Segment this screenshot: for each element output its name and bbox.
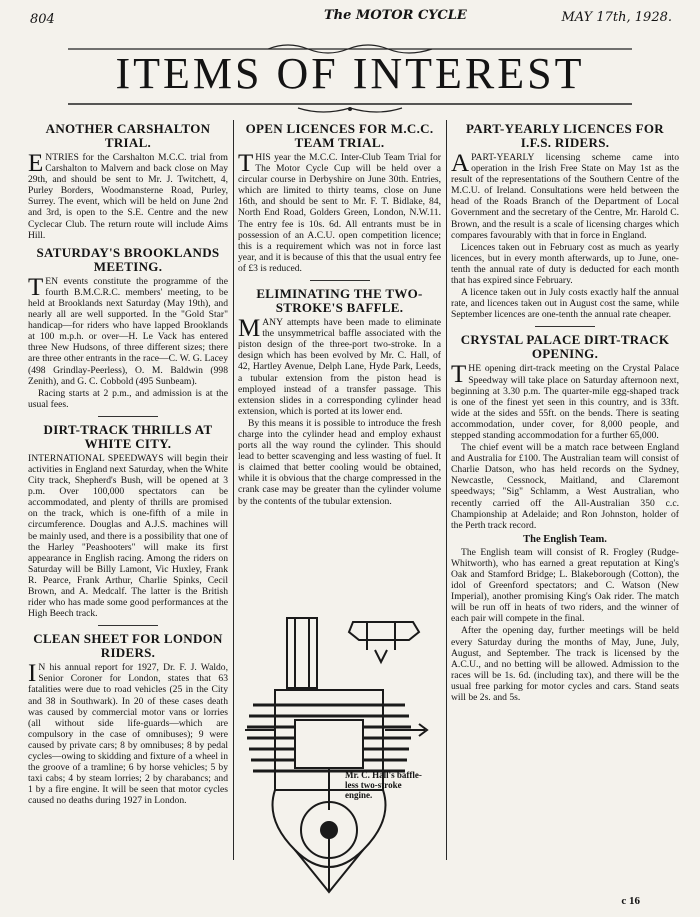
drop-cap: E [28,150,44,177]
article-white-city [28,423,228,619]
page-title: ITEMS OF INTEREST [115,49,585,98]
section-rule [310,280,370,281]
drop-cap: T [238,150,254,177]
drop-cap: A [451,150,470,177]
figure-caption: Mr. C. Hall's baffle-less two-stroke engine. [345,770,422,800]
article-london [28,632,228,806]
section-rule [98,416,158,417]
article-body: THE opening dirt-track meeting on the Crystal Palace Speedway will take place on Saturday afternoon next, beginning at 3.30 p.m. The quarter-mile egg-shaped track is one of the finest yet seen in this country, and is 33ft. wide at the sides and 55ft. on the bends. There is seating accommodation, under cover, for 8,000 people, and stepped standing accommodation for a further 65,000. [451,361,679,441]
article-body: A licence taken out in July costs exactly half the annual rate, and licences taken out in August cost the same, while September licences are one-tenth the annual rate cheaper. [451,287,679,321]
article-body: I N his annual report for 1927, Dr. F. J. Waldo, Senior Coroner for London, states that 63 fatalities were due to road vehicles (25 in the City and 38 in Southwark). In 20 of these cases death was caused by commercial motor vans or lorries (all without side life-guards—which are compulsory in the case of omnibuses); 9 were caused by private cars; 8 by omnibuses; 8 by pedal cycles—owing to skidding and fixture of a wheel in the groove of a tramline; 6 by horse vehicles; 5 by taxi cabs; 4 by steam lorries; 2 by charabancs; and 1 by a fire engine. It will be seen that motor cycles caused no deaths during 1927 in London. [28,660,228,807]
article-body: TEN events constitute the programme of the fourth B.M.C.R.C. members' meeting, to be held at Brooklands next Saturday (May 19th), and nearly all are well supported. In the "Gold Star" handicap—for riders who have lapped Brooklands at 100 m.p.h. or over—H. Le Vack has entered three New Hudsons, of three different sizes; there are three other entrants in the race—C. W. G. Lacey (498 Grindlay-Peerless), O. M. Baldwin (998 Zenith), and G. C. Cobbold (495 Sunbeam). [28,273,228,387]
drop-cap: M [238,315,261,343]
article-heading: ELIMINATING THE TWO-STROKE'S BAFFLE. [256,286,423,316]
issue-date: MAY 17th, 1928. [561,10,672,25]
article-baffle [238,287,441,507]
article-heading: PART-YEARLY LICENCES FOR I.F.S. RIDERS. [466,121,664,150]
article-body: The chief event will be a match race between England and Australia for £100. The Australian team will consist of Charlie Datson, who has held records on the Sydney, Newcastle, Cessnock, Maitland, and Claremont speedways; "Sig" Schlamm, a West Australian, who recently carried off the All-Australian 350 c.c. Championship at Adelaide; and Ron Johnston, holder of the Perth track record. [451,442,679,531]
page-code: c 16 [621,895,640,907]
article-heading: ANOTHER CARSHALTON TRIAL. [45,121,211,150]
article-body: ENTRIES for the Carshalton M.C.C. trial from Carshalton to Malvern and back close on May 29th, and should be sent to Mr. J. Twitchett, 4, Purley Borders, Woodmansterne Road, Purley, Surrey. The event, which will be held on June 2nd and 3rd, is open to the S.E. Centre and the new Cyclecar Club. The return route will include Aims Hill. [28,150,228,241]
article-body: THIS year the M.C.C. Inter-Club Team Trial for The Motor Cycle Cup will be held over a circular course in Derbyshire on June 30th. Entries, which are limited to thirty teams, close on June 16th, and should be sent to Mr. F. T. Bidlake, 84, North End Road, Golders Green, London, N.W.11. The entry fee is 10s. 6d. All entrants must be in possession of an A.C.U. open competition licence; this is a requirement which was not in force last year, and it is because of this that the usual entry fee of £3 is reduced. [238,150,441,274]
article-body: Racing starts at 2 p.m., and admission is at the usual fees. [28,387,228,410]
article-heading: DIRT-TRACK THRILLS AT WHITE CITY. [43,421,213,451]
engine-illustration [235,610,460,900]
article-body: MANY attempts have been made to eliminate the unsymmetrical baffle associated with the piston design of the three-port two-stroke. In a design which has been evolved by Mr. C. Hall, of 42, Hartley Avenue, Delph Lane, Hyde Park, Leeds, a tubular extension from the piston head is employed instead of a transfer passage. This extension slides in a corresponding cylinder head extension, which is ported at its lower end. [238,315,441,417]
article-body: INTERNATIONAL SPEEDWAYS will begin their activities in England next Saturday, when the White City track, Shepherd's Bush, will be opened at 3 p.m. Over 100,000 spectators can be accommodated, and plenty of thrills are promised on the track, which is one-fifth of a mile in circumference. Douglas and A.J.S. machines will be mainly used, and there is a possibility that one of the Harley "Peashooters" will make its first appearance in English racing. Among the riders on Saturday will be Billy Lamont, Vic Huxley, Frank R. Pearce, Frank Arthur, Charlie Spinks, Cecil Brown, and A. Medcalf. The latter is the British rider who has made some good performances at the High Beech track. [28,452,228,620]
page-number: 804 [30,12,55,27]
masthead: The MOTOR CYCLE [324,8,467,23]
article-body: By this means it is possible to introduce the fresh charge into the cylinder head and employ exhaust ports all the way round the cylinder. This should lead to better scavenging and less wasting of fuel. It is claimed that better cooling would be obtained, while it is obvious that the charge compressed in the crank case may be greater than the cylinder volume by the contents of the tubular extension. [238,417,441,507]
section-rule [98,625,158,626]
article-body: Licences taken out in February cost as much as yearly licences, but in every month afterwards, up to June, one-tenth the annual rate of duty is deducted for each month that has expired since February. [451,241,679,287]
drop-cap: T [451,361,467,389]
article-mcc-team [238,122,441,274]
article-heading: SATURDAY'S BROOKLANDS MEETING. [36,244,220,274]
column-left [28,122,228,808]
article-heading: OPEN LICENCES FOR M.C.C. TEAM TRIAL. [245,121,434,150]
article-carshalton [28,122,228,241]
article-crystal-palace [451,333,679,703]
section-rule [535,326,595,327]
bottom-ornament-rule [68,100,632,114]
article-body: After the opening day, further meetings will be held every Saturday during the months of May, June, July, August, and September. The track is licensed by the A.C.U., and no betting will be allowed. Admission to the races will be 1s. 6d. (including tax), and there will be the usual free parking for motor cycles and cars. Stand seats will be 2s. and 5s. [451,625,679,704]
column-middle [238,122,441,508]
article-body: The English team will consist of R. Frogley (Rudge-Whitworth), who has earned a great reputation at King's Oak and Stamford Bridge; L. Blakeborough (Cotton), the idol of Greenford spectators; and C. Watson (New Imperial), another promising King's Oak rider. The match will be run off in heats of two riders, and the winner of each pair will compete in the final. [451,546,679,625]
column-right [451,122,679,704]
article-body: APART-YEARLY licensing scheme came into operation in the Irish Free State on May 1st as the result of the representations of the Southern Centre of the M.C.U. of Ireland. Consultations were held between the head of the Roads Branch of the Department of Local Government and the secretary of the Centre, Mr. Harold C. Brown, and the result is a scale of licensing charges which compares favourably with that in force in England. [451,150,679,241]
subheading: The English Team. [523,533,607,545]
column-divider-1 [233,120,234,860]
article-irish-licences [451,122,679,320]
article-brooklands [28,246,228,410]
page-header [24,6,676,32]
drop-cap: I [28,660,37,688]
article-heading: CRYSTAL PALACE DIRT-TRACK OPENING. [460,332,670,362]
drop-cap: T [28,273,44,301]
article-heading: CLEAN SHEET FOR LONDON RIDERS. [33,631,223,661]
